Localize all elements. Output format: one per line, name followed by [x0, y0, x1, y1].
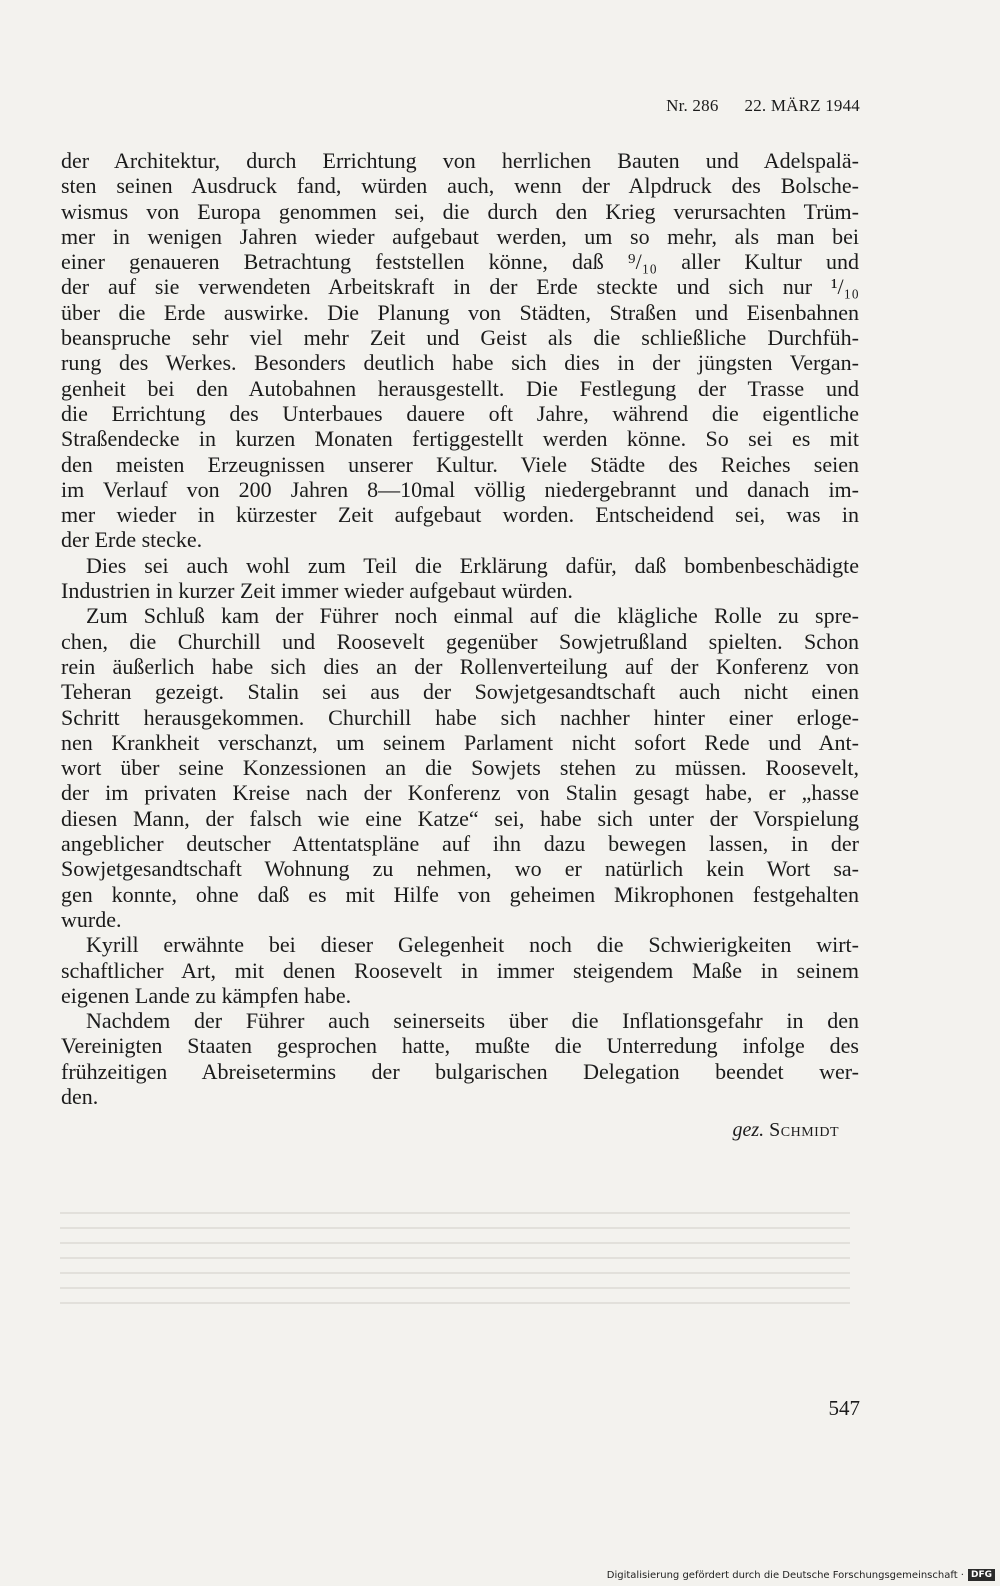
- text-line: frühzeitigen Abreisetermins der bulgarischen Delegation beendet wer-: [61, 1058, 859, 1084]
- text-line: Teheran gezeigt. Stalin sei aus der Sowjetgesandtschaft auch nicht einen: [61, 679, 859, 705]
- text-line: über die Erde auswirke. Die Planung von Städten, Straßen und Eisenbahnen: [61, 299, 859, 325]
- text-line: mer wieder in kürzester Zeit aufgebaut worden. Entscheidend sei, was in: [61, 502, 859, 528]
- text-line: eigenen Lande zu kämpfen habe.: [61, 982, 352, 1008]
- text-line: einer genaueren Betrachtung feststellen könne, daß ⁹/₁₀ aller Kultur und: [61, 249, 859, 275]
- text-line: Kyrill erwähnte bei dieser Gelegenheit noch die Schwierigkeiten wirt-: [86, 932, 859, 958]
- text-line: der Erde stecke.: [61, 527, 203, 553]
- text-line: sten seinen Ausdruck fand, würden auch, wenn der Alpdruck des Bolsche-: [61, 173, 859, 199]
- text-line: chen, die Churchill und Roosevelt gegenüber Sowjetrußland spielten. Schon: [61, 628, 859, 654]
- text-line: rein äußerlich habe sich dies an der Rollenverteilung auf der Konferenz von: [61, 653, 859, 679]
- bleed-line: [60, 1212, 850, 1214]
- text-line: gen konnte, ohne daß es mit Hilfe von geheimen Mikrophonen festgehalten: [61, 881, 859, 907]
- text-line: angeblicher deutscher Attentatspläne auf ihn dazu bewegen lassen, in der: [61, 831, 859, 857]
- text-line: den.: [61, 1083, 99, 1109]
- page-number: 547: [828, 1396, 860, 1420]
- bleed-line: [60, 1272, 850, 1274]
- text-line: Dies sei auch wohl zum Teil die Erklärung dafür, daß bombenbeschädigte: [86, 552, 859, 578]
- bleed-line: [60, 1227, 850, 1229]
- text-line: der Architektur, durch Errichtung von herrlichen Bauten und Adelspalä-: [61, 148, 859, 173]
- text-line: den meisten Erzeugnissen unserer Kultur. Viele Städte des Reiches seien: [61, 451, 859, 477]
- text-line: Nachdem der Führer auch seinerseits über die Inflationsgefahr in den: [86, 1008, 859, 1034]
- dfg-logo: DFG: [968, 1569, 995, 1581]
- document-date: 22. MÄRZ 1944: [744, 96, 860, 115]
- text-line: genheit bei den Autobahnen herausgestellt. Die Festlegung der Trasse und: [61, 375, 859, 401]
- document-number: Nr. 286: [666, 96, 719, 115]
- text-line: Industrien in kurzer Zeit immer wieder aufgebaut würden.: [61, 578, 573, 604]
- bleed-through-texture: [60, 1212, 850, 1317]
- digitization-footer: [607, 1569, 995, 1581]
- bleed-line: [60, 1287, 850, 1289]
- page-header: [620, 96, 860, 116]
- text-line: beanspruche sehr viel mehr Zeit und Geist als die schließliche Durchfüh-: [61, 325, 859, 351]
- body-text: [61, 148, 859, 1109]
- text-line: Straßendecke in kurzen Monaten fertiggestellt werden könne. So sei es mit: [61, 426, 859, 452]
- signature-prefix: gez.: [732, 1119, 765, 1141]
- text-line: wismus von Europa genommen sei, die durch den Krieg verursachten Trüm-: [61, 198, 859, 224]
- text-line: der im privaten Kreise nach der Konferenz von Stalin gesagt habe, er „hasse: [61, 780, 859, 806]
- text-line: im Verlauf von 200 Jahren 8—10mal völlig niedergebrannt und danach im-: [61, 476, 859, 502]
- bleed-line: [60, 1257, 850, 1259]
- text-line: der auf sie verwendeten Arbeitskraft in der Erde steckte und sich nur ¹/₁₀: [61, 274, 859, 300]
- text-line: wort über seine Konzessionen an die Sowjets stehen zu müssen. Roosevelt,: [61, 755, 859, 781]
- bleed-line: [60, 1302, 850, 1304]
- footer-text: Digitalisierung gefördert durch die Deutsche Forschungsgemeinschaft ·: [606, 1569, 964, 1581]
- signature: [560, 1119, 839, 1142]
- text-line: mer in wenigen Jahren wieder aufgebaut werden, um so mehr, als man bei: [61, 223, 859, 249]
- text-line: rung des Werkes. Besonders deutlich habe sich dies in der jüngsten Vergan-: [61, 350, 859, 376]
- text-line: die Errichtung des Unterbaues dauere oft Jahre, während die eigentliche: [61, 400, 859, 426]
- signature-name: Schmidt: [769, 1119, 839, 1141]
- text-line: schaftlicher Art, mit denen Roosevelt in immer steigendem Maße in seinem: [61, 957, 859, 983]
- text-line: Schritt herausgekommen. Churchill habe sich nachher hinter einer erloge-: [61, 704, 859, 730]
- bleed-line: [60, 1242, 850, 1244]
- text-line: Zum Schluß kam der Führer noch einmal auf die klägliche Rolle zu spre-: [86, 603, 859, 629]
- text-line: diesen Mann, der falsch wie eine Katze“ sei, habe sich unter der Vorspielung: [61, 805, 859, 831]
- text-line: Sowjetgesandtschaft Wohnung zu nehmen, wo er natürlich kein Wort sa-: [61, 856, 859, 882]
- text-line: Vereinigten Staaten gesprochen hatte, mußte die Unterredung infolge des: [61, 1033, 859, 1059]
- text-line: nen Krankheit verschanzt, um seinem Parlament nicht sofort Rede und Ant-: [61, 729, 859, 755]
- text-line: wurde.: [61, 906, 122, 932]
